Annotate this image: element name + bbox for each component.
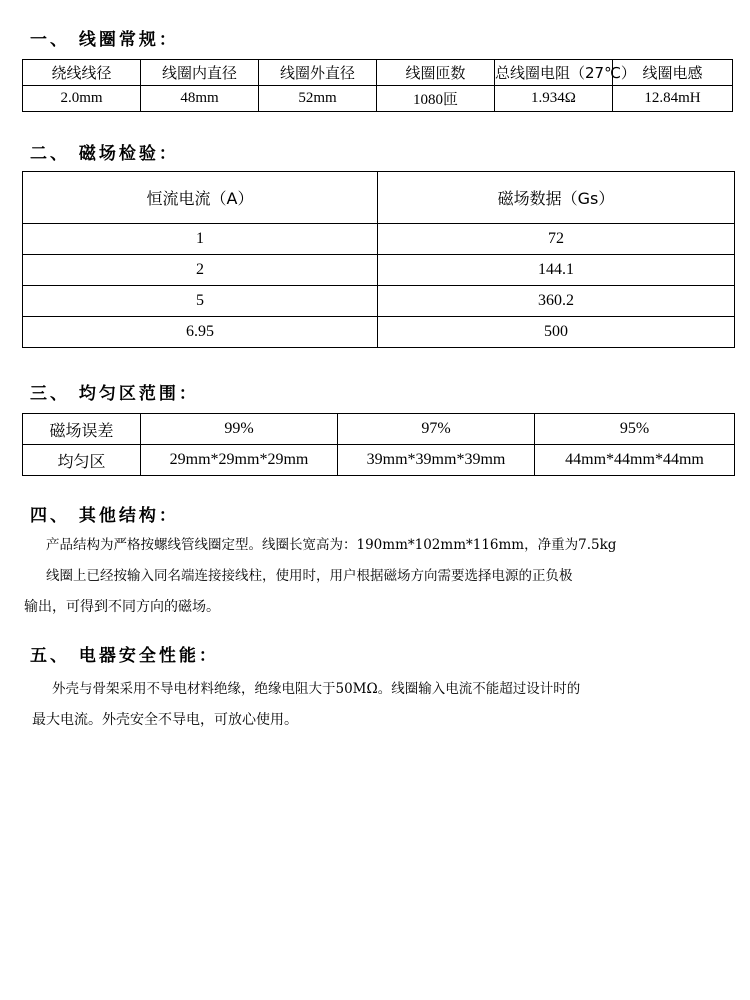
header-inner-diameter: 线圈内直径	[141, 60, 259, 86]
header-inductance: 线圈电感	[613, 60, 733, 86]
error-cell: 97%	[338, 414, 535, 445]
field-cell: 360.2	[378, 286, 735, 317]
safety-line-2: 最大电流。外壳安全不导电，可放心使用。	[32, 712, 298, 728]
value-wire-diameter: 2.0mm	[23, 86, 141, 112]
zone-cell: 29mm*29mm*29mm	[141, 445, 338, 476]
value-inner-diameter: 48mm	[141, 86, 259, 112]
error-cell: 99%	[141, 414, 338, 445]
table-header-row	[23, 60, 733, 86]
section1-heading: 一、 线圈常规：	[30, 30, 179, 50]
table-header-row	[23, 172, 735, 224]
structure-line-2: 线圈上已经按输入同名端连接接线柱，使用时，用户根据磁场方向需要选择电源的正负极	[46, 568, 573, 584]
field-test-table	[22, 171, 735, 348]
zone-label: 均匀区	[23, 445, 141, 476]
header-wire-diameter: 绕线线径	[23, 60, 141, 86]
table-row	[23, 86, 733, 112]
table-row	[23, 414, 735, 445]
table-row	[23, 317, 735, 348]
current-cell: 1	[23, 224, 378, 255]
field-cell: 72	[378, 224, 735, 255]
value-resistance: 1.934Ω	[495, 86, 613, 112]
section5-heading: 五、 电器安全性能：	[30, 646, 219, 666]
safety-line-1: 外壳与骨架采用不导电材料绝缘，绝缘电阻大于50MΩ。线圈输入电流不能超过设计时的	[52, 681, 581, 697]
structure-line-3: 输出，可得到不同方向的磁场。	[24, 599, 220, 615]
table-row	[23, 445, 735, 476]
table-row	[23, 224, 735, 255]
section2-heading: 二、 磁场检验：	[30, 144, 179, 164]
header-outer-diameter: 线圈外直径	[259, 60, 377, 86]
value-turns: 1080匝	[377, 86, 495, 112]
error-label: 磁场误差	[23, 414, 141, 445]
current-cell: 5	[23, 286, 378, 317]
coil-spec-table	[22, 59, 733, 112]
header-current: 恒流电流（A）	[23, 172, 378, 224]
header-turns: 线圈匝数	[377, 60, 495, 86]
value-inductance: 12.84mH	[613, 86, 733, 112]
section4-heading: 四、 其他结构：	[30, 506, 179, 526]
uniform-zone-table	[22, 413, 735, 476]
structure-line-1: 产品结构为严格按螺线管线圈定型。线圈长宽高为：190mm*102mm*116mm，净重为7.5kg	[46, 537, 617, 553]
table-row	[23, 255, 735, 286]
header-resistance: 总线圈电阻（27℃）	[495, 60, 613, 86]
section3-heading: 三、 均匀区范围：	[30, 384, 199, 404]
table-row	[23, 286, 735, 317]
zone-cell: 44mm*44mm*44mm	[535, 445, 735, 476]
field-cell: 500	[378, 317, 735, 348]
current-cell: 2	[23, 255, 378, 286]
value-outer-diameter: 52mm	[259, 86, 377, 112]
zone-cell: 39mm*39mm*39mm	[338, 445, 535, 476]
header-field: 磁场数据（Gs）	[378, 172, 735, 224]
field-cell: 144.1	[378, 255, 735, 286]
current-cell: 6.95	[23, 317, 378, 348]
error-cell: 95%	[535, 414, 735, 445]
